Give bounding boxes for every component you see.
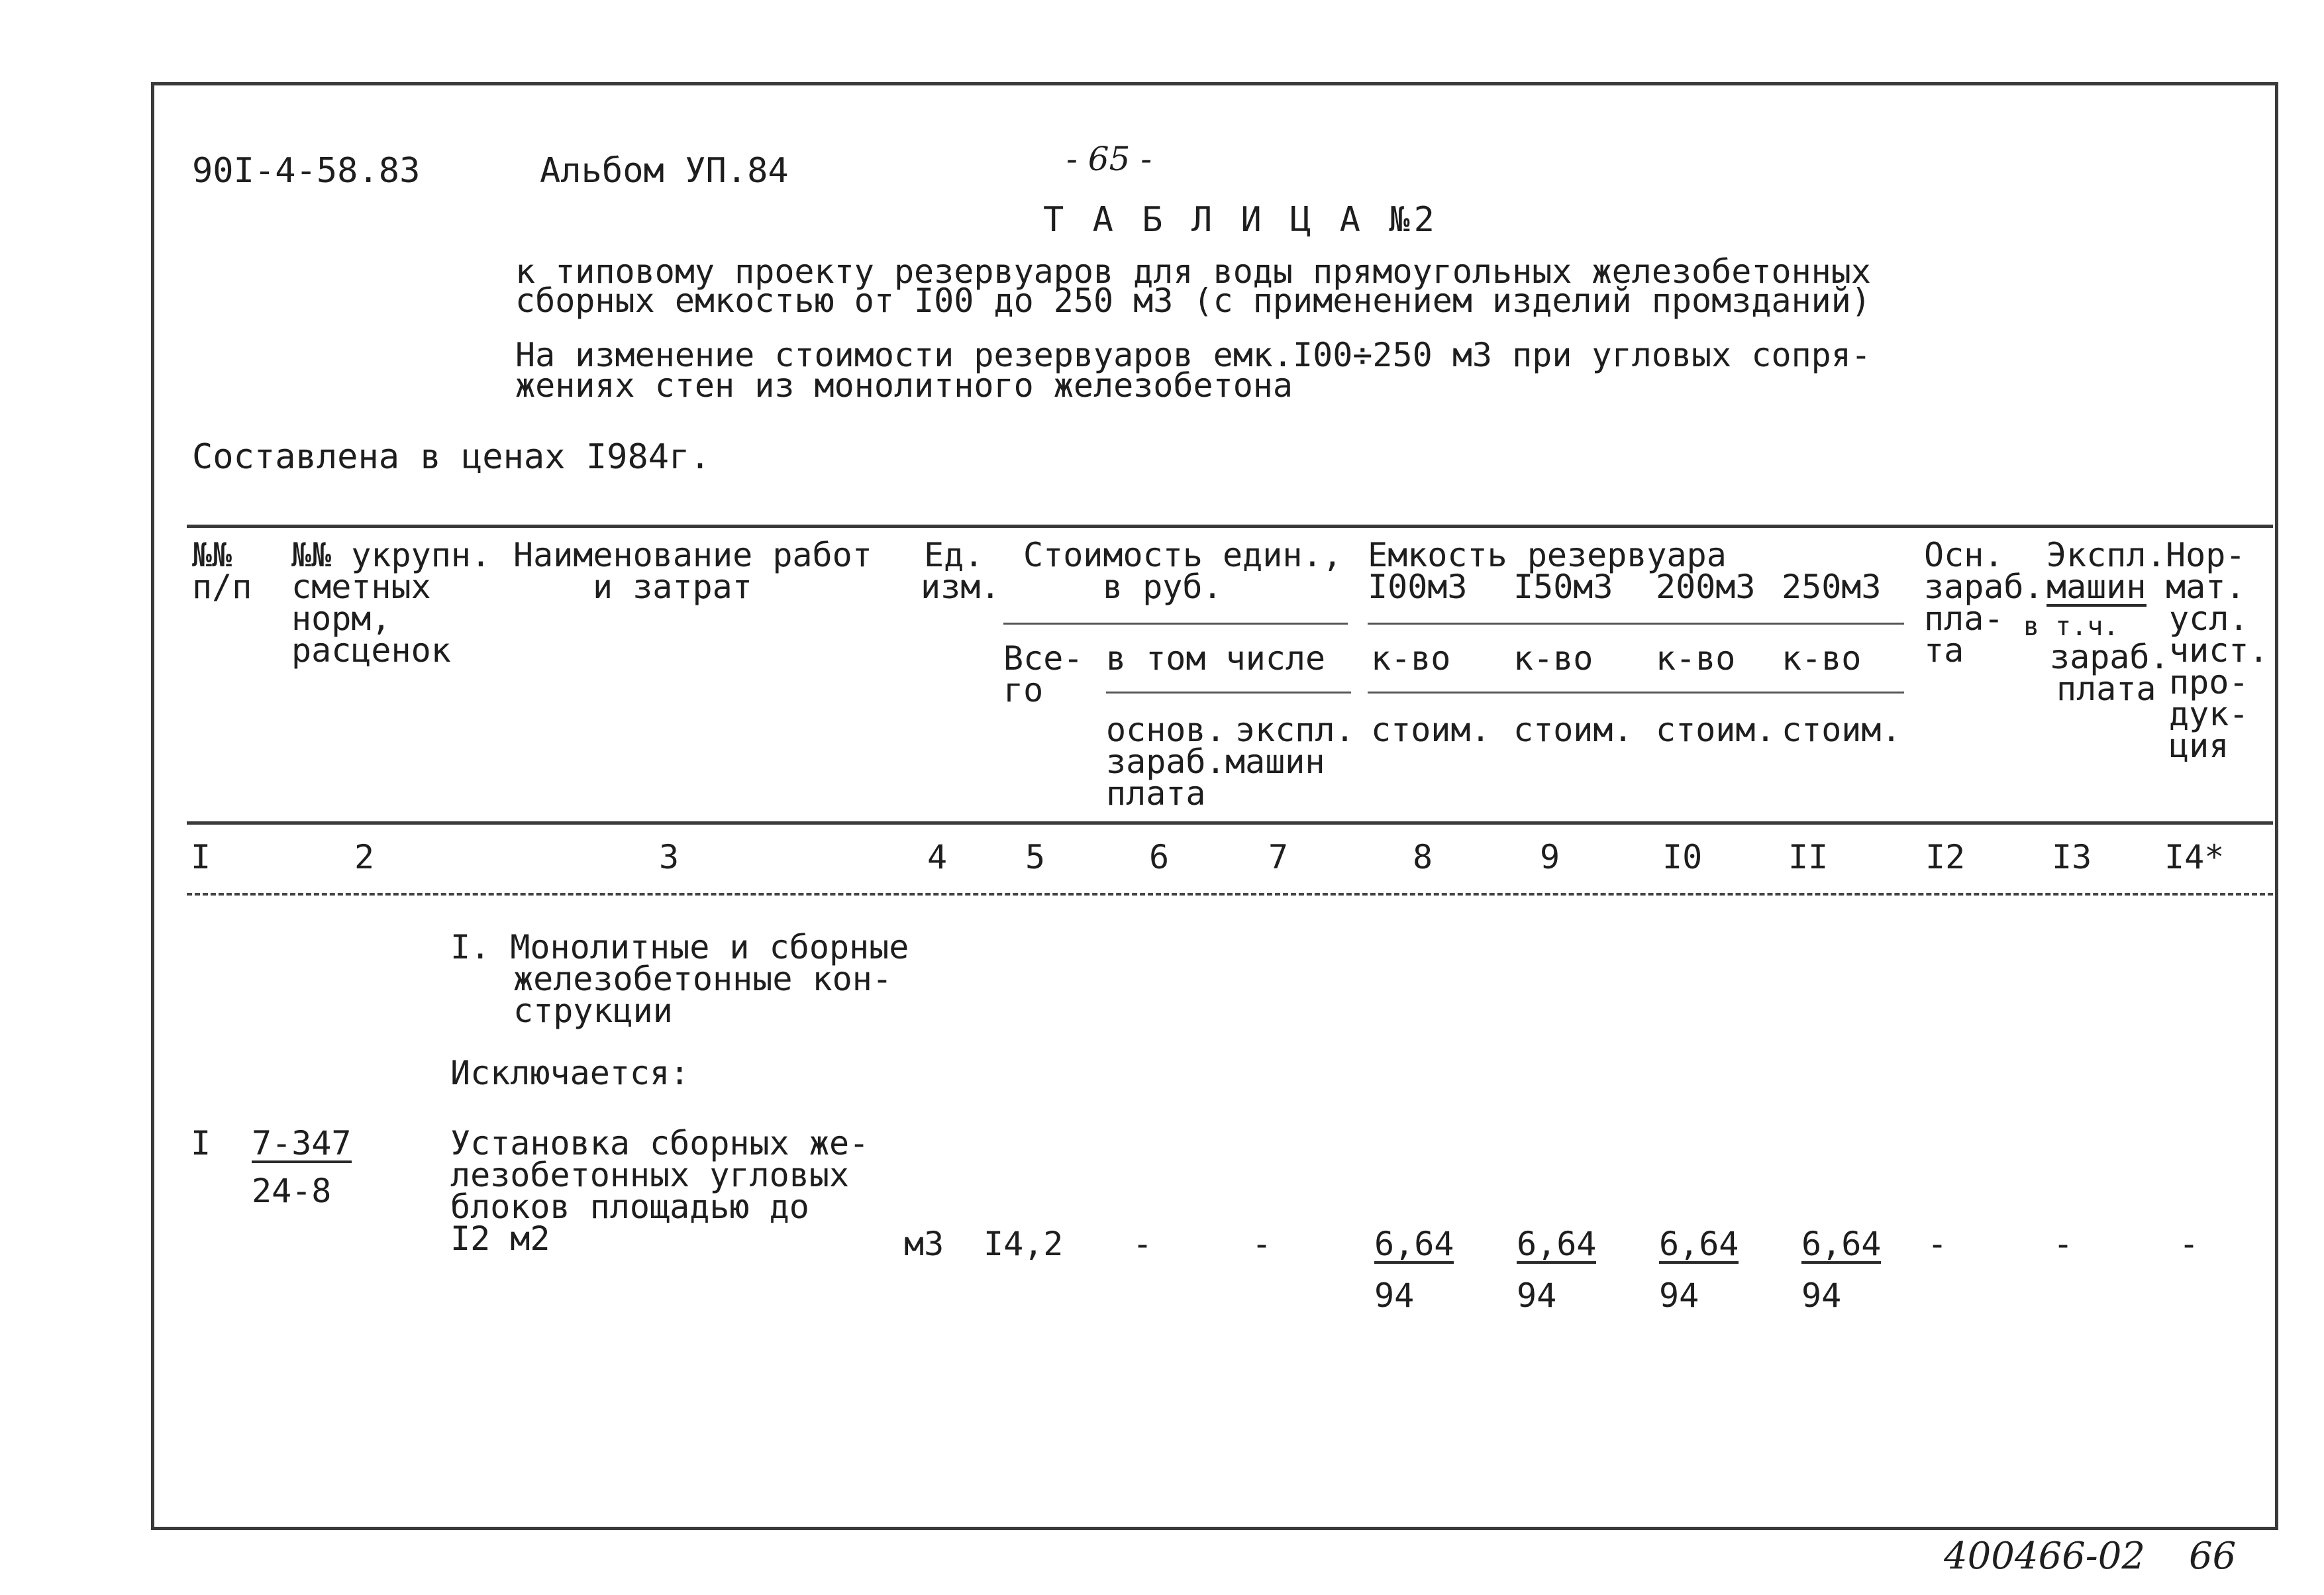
hdr-col4-line1: Ед.	[924, 536, 984, 574]
hdr-col14-line4: чист.	[2169, 631, 2269, 670]
hdr-col5-line2: го	[1003, 671, 1044, 709]
row-base-wage: -	[1133, 1225, 1153, 1263]
row-total: I4,2	[984, 1225, 1064, 1263]
header-bottom-rule	[187, 821, 2273, 825]
hdr-col4-line2: изм.	[921, 568, 1001, 606]
colnum-4: 4	[927, 838, 948, 876]
hdr-capacity-200: 200м3	[1656, 568, 1756, 606]
hdr-col12-line1: Осн.	[1924, 536, 2004, 574]
row-name-line2: лезобетонных угловых	[450, 1156, 850, 1194]
hdr-cost-1: стоим.	[1371, 711, 1491, 749]
row-cost-150: 94	[1517, 1276, 1557, 1315]
row-qty-100: 6,64	[1374, 1225, 1454, 1263]
row-num: I	[191, 1124, 211, 1162]
hdr-cost-line1: Стоимость един.,	[1023, 536, 1342, 574]
hdr-col6-line2: зараб.	[1106, 743, 1226, 781]
row-qty-200: 6,64	[1659, 1225, 1739, 1263]
hdr-col12-line3: пла-	[1924, 599, 2004, 638]
colnum-14: I4*	[2164, 838, 2225, 876]
cost-group-rule	[1003, 623, 1348, 625]
incl-rule	[1106, 692, 1351, 694]
hdr-col6-line3: плата	[1106, 774, 1206, 813]
page-number: - 65 -	[1066, 140, 1152, 178]
colnum-2: 2	[354, 838, 375, 876]
hdr-cost-3: стоим.	[1656, 711, 1776, 749]
hdr-col14-line7: ция	[2169, 727, 2229, 765]
row-cost-250: 94	[1801, 1276, 1842, 1315]
table-title: Т А Б Л И Ц А №2	[1043, 200, 1439, 240]
row-name-line4: I2 м2	[450, 1219, 550, 1258]
hdr-col14-line2: мат.	[2166, 568, 2246, 606]
hdr-qty-1: к-во	[1371, 639, 1451, 678]
row-unit: м3	[904, 1225, 944, 1263]
hdr-col3-line1: Наименование работ	[513, 536, 872, 574]
row-qty-250: 6,64	[1801, 1225, 1882, 1263]
hdr-col14-line3: усл.	[2169, 599, 2249, 638]
colnum-5: 5	[1025, 838, 1046, 876]
hdr-col12-line2: зараб.	[1924, 568, 2044, 606]
hdr-col1-line1: №№	[192, 536, 232, 574]
section-title-line3: струкции	[513, 992, 673, 1030]
row-cost-100: 94	[1374, 1276, 1415, 1315]
hdr-col7-line1: экспл.	[1235, 711, 1355, 749]
subtitle-line-2: сборных емкостью от I00 до 250 м3 (с применением изделий промзданий)	[515, 282, 1871, 320]
hdr-col2-line2: сметных	[291, 568, 431, 606]
hdr-cost-line2: в руб.	[1103, 568, 1223, 606]
hdr-col2-line1: №№ укрупн.	[291, 536, 491, 574]
doc-code: 90I-4-58.83	[192, 151, 421, 191]
excluded-label: Исключается:	[450, 1054, 690, 1092]
hdr-col1-line2: п/п	[192, 568, 252, 606]
album-label: Альбом УП.84	[540, 151, 789, 191]
colnum-11: II	[1788, 838, 1829, 876]
description-line-2: жениях стен из монолитного железобетона	[515, 366, 1293, 405]
hdr-capacity-100: I00м3	[1368, 568, 1468, 606]
row-qty-150: 6,64	[1517, 1225, 1597, 1263]
row-machines: -	[1252, 1225, 1272, 1263]
hdr-col13-line3: в т.ч.	[2023, 611, 2119, 642]
hdr-col14-line1: Нор-	[2166, 536, 2246, 574]
hdr-incl: в том числе	[1106, 639, 1326, 678]
row-norm: 7-347	[252, 1124, 352, 1162]
colnum-12: I2	[1925, 838, 1966, 876]
row-name-line3: блоков площадью до	[450, 1188, 809, 1226]
hdr-cost-2: стоим.	[1513, 711, 1633, 749]
hdr-col2-line3: норм,	[291, 599, 391, 638]
row-col14: -	[2179, 1225, 2199, 1263]
subtitle-line-1: к типовому проекту резервуаров для воды прямоугольных железобетонных	[515, 252, 1871, 291]
hdr-col2-line4: расценок	[291, 631, 451, 670]
qty-rule	[1368, 692, 1904, 694]
row-cost-200: 94	[1659, 1276, 1699, 1315]
colnum-6: 6	[1149, 838, 1170, 876]
hdr-qty-3: к-во	[1656, 639, 1736, 678]
hdr-cost-4: стоим.	[1782, 711, 1901, 749]
hdr-col12-line4: та	[1924, 631, 1964, 670]
hdr-capacity-150: I50м3	[1513, 568, 1613, 606]
row-name-line1: Установка сборных же-	[450, 1124, 870, 1162]
hdr-col14-line5: про-	[2169, 663, 2249, 701]
hdr-capacity-250: 250м3	[1782, 568, 1882, 606]
section-title-line1: I. Монолитные и сборные	[450, 928, 909, 966]
hdr-qty-2: к-во	[1513, 639, 1593, 678]
colnum-1: I	[191, 838, 211, 876]
footer-sheet-number: 66	[2189, 1535, 2237, 1578]
prices-note: Составлена в ценах I984г.	[192, 437, 711, 477]
hdr-capacity: Емкость резервуара	[1368, 536, 1727, 574]
hdr-col13-line5: плата	[2056, 670, 2156, 708]
description-line-1: На изменение стоимости резервуаров емк.I00÷250 м3 при угловых сопря-	[515, 336, 1871, 374]
hdr-qty-4: к-во	[1782, 639, 1862, 678]
hdr-col13-line4: зараб.	[2050, 638, 2170, 676]
colnum-7: 7	[1268, 838, 1289, 876]
table-top-rule	[187, 525, 2273, 528]
hdr-col13-line1: Экспл.	[2046, 536, 2166, 574]
hdr-col13-line2: машин	[2046, 568, 2147, 606]
footer-stamp: 400466-02	[1944, 1535, 2145, 1578]
capacity-rule	[1368, 623, 1904, 625]
colnum-8: 8	[1413, 838, 1433, 876]
section-title-line2: железобетонные кон-	[513, 960, 892, 998]
hdr-col3-line2: и затрат	[593, 568, 752, 606]
hdr-col7-line2: машин	[1225, 743, 1325, 781]
hdr-col14-line6: дук-	[2169, 695, 2249, 733]
hdr-col5-line1: Все-	[1003, 639, 1084, 678]
colnum-3: 3	[659, 838, 680, 876]
colnum-13: I3	[2052, 838, 2092, 876]
row-col13: -	[2053, 1225, 2074, 1263]
row-col12: -	[1927, 1225, 1948, 1263]
row-norm-sub: 24-8	[252, 1172, 332, 1210]
colnum-10: I0	[1662, 838, 1703, 876]
colnum-bottom-rule	[187, 893, 2273, 896]
hdr-col6-line1: основ.	[1106, 711, 1226, 749]
colnum-9: 9	[1540, 838, 1560, 876]
